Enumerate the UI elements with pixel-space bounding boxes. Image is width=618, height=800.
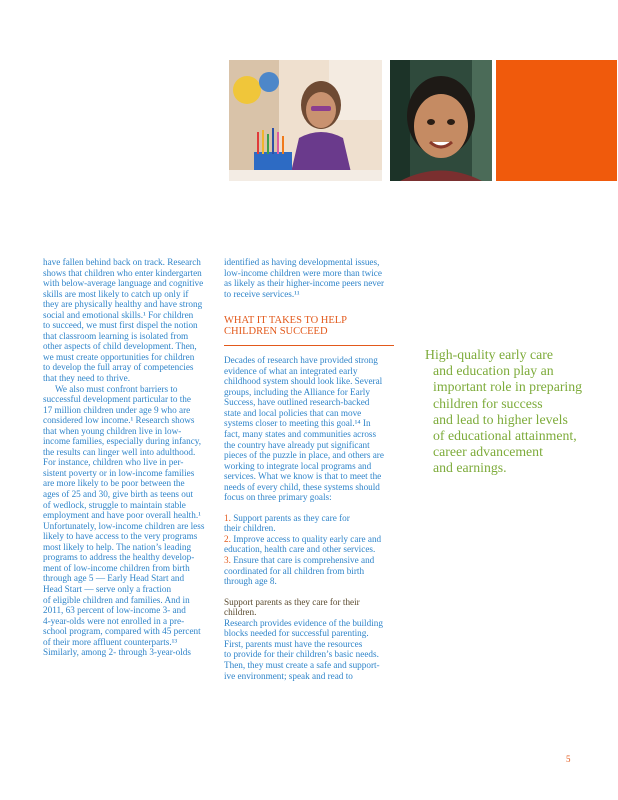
page-number: 5	[566, 754, 571, 764]
body-line: groups, including the Alliance for Early	[224, 386, 370, 397]
body-line: employment and have poor overall health.¹	[43, 510, 201, 521]
body-line: Decades of research have provided strong	[224, 355, 378, 366]
body-line: the country have already put significant	[224, 439, 370, 450]
body-line: needs of every child, these systems should	[224, 481, 380, 492]
body-line: identified as having developmental issues,	[224, 257, 380, 267]
goal-2-cont: education, health care and other services.	[224, 544, 376, 555]
pull-quote-line: career advancement	[433, 444, 543, 460]
goal-3-cont: through age 8.	[224, 576, 277, 587]
goal-number: 3.	[224, 555, 231, 566]
body-line: with below-average language and cognitive	[43, 278, 204, 289]
child-with-crayons-photo	[229, 60, 382, 181]
body-line: childhood system should look like. Several	[224, 376, 383, 387]
body-line: Unfortunately, low-income children are less	[43, 520, 205, 531]
body-line: the results can linger well into adulthood.	[43, 446, 196, 457]
pull-quote-line: and lead to higher levels	[433, 411, 568, 427]
body-line: successful development particular to the	[43, 394, 191, 405]
body-line: 17 million children under age 9 who are	[43, 404, 191, 415]
body-line: of wedlock, struggle to maintain stable	[43, 499, 186, 510]
body-line: that classroom learning is isolated from	[43, 330, 189, 341]
goal-text: Improve access to quality early care and	[233, 533, 382, 544]
body-line: school program, compared with 45 percent	[43, 626, 201, 637]
section-heading-line1: WHAT IT TAKES TO HELP	[224, 315, 348, 327]
body-line: other aspects of child development. Then,	[43, 341, 197, 352]
body-line: Research provides evidence of the building	[224, 617, 383, 628]
goal-3-cont: coordinated for all children from birth	[224, 565, 365, 576]
left-text-column	[43, 257, 218, 658]
body-line: blocks needed for successful parenting.	[224, 628, 369, 639]
body-line: of their more affluent counterparts.¹³	[43, 636, 178, 647]
body-line: Then, they must create a safe and support-	[224, 659, 380, 670]
body-line: We also must confront barriers to	[55, 383, 178, 394]
goal-1	[224, 513, 394, 524]
body-line: programs to address the healthy develop-	[43, 552, 195, 563]
body-line: Success, have outlined research-backed	[224, 397, 370, 408]
body-line: state and local policies that can move	[224, 407, 362, 418]
goal-1-cont: their children.	[224, 523, 276, 534]
pull-quote-line: High-quality early care	[425, 347, 553, 362]
photo1-illustration	[229, 60, 382, 181]
body-line: sistent poverty or in low-income families	[43, 467, 195, 478]
body-line: systems closer to meeting this goal.¹⁴ In	[224, 418, 371, 429]
body-line: to provide for their children’s basic needs.	[224, 649, 379, 660]
body-line: they are physically healthy and have strong	[43, 299, 203, 310]
body-line: have fallen behind back on track. Research	[43, 257, 201, 267]
body-line: that when young children live in low-	[43, 425, 182, 436]
pull-quote-line: and earnings.	[433, 460, 507, 476]
body-line: ages of 25 and 30, give birth as teens out	[43, 489, 194, 500]
body-line: social and emotional skills.¹ For children	[43, 309, 194, 320]
body-line: ment of low-income children from birth	[43, 562, 190, 573]
body-line: to succeed, we must first dispel the notion	[43, 320, 198, 331]
smiling-boy-photo	[390, 60, 492, 181]
body-line: as likely as their higher-income peers never	[224, 278, 385, 289]
body-line: likely to have access to the very programs	[43, 531, 198, 542]
goal-2	[224, 534, 394, 545]
body-line: to receive services.¹¹	[224, 288, 300, 299]
body-line: evidence of what an integrated early	[224, 365, 358, 376]
section-heading-line2: CHILDREN SUCCEED	[224, 326, 328, 338]
body-line: ive environment; speak and read to	[224, 670, 353, 681]
goal-3	[224, 555, 394, 566]
body-line: that they need to thrive.	[43, 373, 130, 384]
goal-text: Support parents as they care for	[233, 512, 350, 523]
body-line: For instance, children who live in per-	[43, 457, 184, 468]
body-line: 2011, 63 percent of low-income 3- and	[43, 605, 186, 616]
orange-accent-block	[496, 60, 617, 181]
pull-quote-line: of educational attainment,	[433, 428, 577, 444]
body-line: most likely to help. The nation’s leading	[43, 541, 192, 552]
goal-number: 1.	[224, 512, 231, 523]
body-line: income families, especially during infancy,	[43, 436, 202, 447]
pull-quote-line: important role in preparing	[433, 379, 583, 395]
body-line: through age 5 — Early Head Start and	[43, 573, 185, 584]
body-line: Head Start — serve only a fraction	[43, 583, 172, 594]
middle-text-column	[224, 257, 394, 681]
body-line: Similarly, among 2- through 3-year-olds	[43, 647, 191, 658]
body-line: services. What we know is that to meet the	[224, 471, 382, 482]
pull-quote	[425, 347, 615, 477]
pull-quote-line: children for success	[433, 395, 543, 411]
subsection-heading: Support parents as they care for their children.	[224, 596, 360, 618]
body-line: low-income children were more than twice	[224, 267, 382, 278]
body-line: fact, many states and communities across	[224, 429, 377, 440]
body-line: First, parents must have the resources	[224, 638, 363, 649]
body-line: working to integrate local programs and	[224, 460, 372, 471]
body-line: pieces of the puzzle in place, and others are	[224, 450, 384, 461]
body-line: we must create opportunities for children	[43, 351, 195, 362]
body-line: focus on three primary goals:	[224, 492, 332, 503]
body-line: skills are most likely to catch up only if	[43, 288, 189, 299]
body-line: to develop the full array of competencies	[43, 362, 194, 373]
body-line: considered low income.¹ Research shows	[43, 415, 195, 426]
photo2-illustration	[390, 60, 492, 181]
pull-quote-line: and education play an	[433, 363, 554, 379]
body-line: of eligible children and families. And in	[43, 594, 190, 605]
body-line: shows that children who enter kindergarten	[43, 267, 202, 278]
goal-text: Ensure that care is comprehensive and	[233, 555, 375, 566]
body-line: are more likely to be poor between the	[43, 478, 185, 489]
goal-number: 2.	[224, 533, 231, 544]
body-line: 4-year-olds were not enrolled in a pre-	[43, 615, 185, 626]
